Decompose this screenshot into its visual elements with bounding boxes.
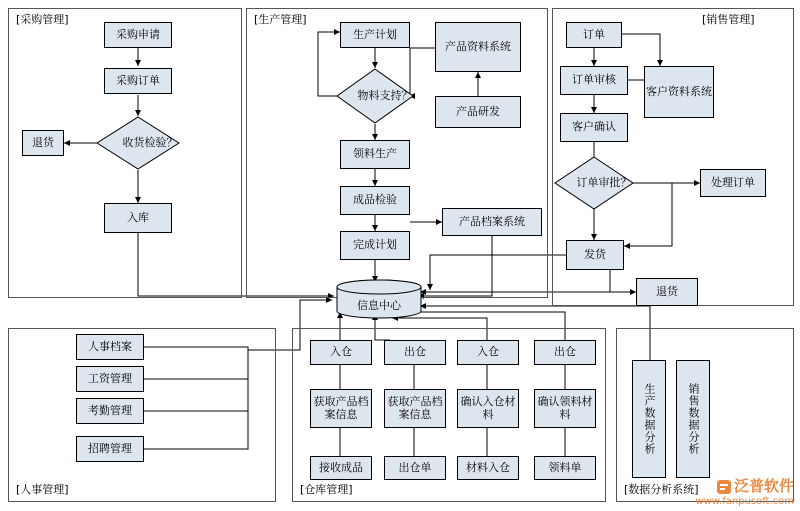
watermark-url: www.fanpusoft.com: [695, 495, 794, 507]
node-customer-info-system[interactable]: 客户资料系统: [644, 66, 714, 118]
node-purchase-instock[interactable]: 入库: [104, 203, 172, 233]
hr-item-0[interactable]: 人事档案: [76, 334, 144, 360]
node-customer-confirm[interactable]: 客户确认: [560, 113, 628, 142]
warehouse-head-0[interactable]: 入仓: [310, 340, 372, 365]
node-order-approve[interactable]: [554, 156, 634, 210]
warehouse-foot-0[interactable]: 接收成品: [310, 456, 372, 480]
watermark-brand: 泛普软件: [733, 477, 794, 496]
panel-label-purchase: [采购管理]: [16, 13, 69, 26]
panel-label-sales: [销售管理]: [702, 13, 755, 26]
watermark: [695, 478, 794, 507]
hr-item-2[interactable]: 考勤管理: [76, 398, 144, 424]
hr-item-1[interactable]: 工资管理: [76, 366, 144, 392]
node-handle-order[interactable]: 处理订单: [700, 169, 766, 197]
node-final-check[interactable]: 成品检验: [340, 186, 410, 215]
node-order-review[interactable]: 订单审核: [560, 66, 628, 95]
hr-item-3[interactable]: 招聘管理: [76, 436, 144, 462]
warehouse-mid-2[interactable]: 确认入仓材料: [457, 389, 519, 428]
brand-logo-icon: [717, 480, 731, 494]
panel-label-hr: [人事管理]: [16, 483, 69, 496]
node-material-support-label: 物料支持？: [357, 88, 413, 102]
panel-label-analysis: [数据分析系统]: [624, 483, 699, 496]
node-product-info-system[interactable]: 产品资料系统: [435, 22, 521, 72]
node-order-approve-label: 订单审批？: [576, 175, 632, 189]
node-purchase-inspect-label: 收货检验？: [122, 135, 178, 149]
node-purchase-order[interactable]: 采购订单: [104, 68, 172, 94]
warehouse-head-1[interactable]: 出仓: [384, 340, 446, 365]
warehouse-mid-3[interactable]: 确认领料材料: [534, 389, 596, 428]
panel-label-warehouse: [仓库管理]: [300, 483, 353, 496]
warehouse-mid-0[interactable]: 获取产品档案信息: [310, 389, 372, 428]
node-product-rd[interactable]: 产品研发: [435, 96, 521, 128]
node-purchase-inspect[interactable]: [96, 116, 180, 170]
panel-label-production: [生产管理]: [254, 13, 307, 26]
warehouse-head-3[interactable]: 出仓: [534, 340, 596, 365]
node-information-center-label: 信息中心: [357, 299, 401, 312]
node-pick-production[interactable]: 领料生产: [340, 140, 410, 169]
warehouse-foot-1[interactable]: 出仓单: [384, 456, 446, 480]
node-production-plan[interactable]: 生产计划: [340, 22, 410, 48]
analysis-item-1-label: 销售数据分析: [687, 383, 701, 455]
node-product-archive-system[interactable]: 产品档案系统: [442, 208, 542, 236]
analysis-item-0-label: 生产数据分析: [643, 383, 657, 455]
node-sales-return[interactable]: 退货: [636, 278, 698, 306]
node-purchase-return[interactable]: 退货: [22, 130, 64, 156]
warehouse-head-2[interactable]: 入仓: [457, 340, 519, 365]
warehouse-foot-2[interactable]: 材料入仓: [457, 456, 519, 480]
node-information-center[interactable]: [336, 279, 422, 319]
warehouse-mid-1[interactable]: 获取产品档案信息: [384, 389, 446, 428]
node-finish-plan[interactable]: 完成计划: [340, 231, 410, 260]
node-material-support[interactable]: [336, 68, 414, 124]
node-sales-order[interactable]: 订单: [566, 22, 622, 48]
warehouse-foot-3[interactable]: 领料单: [534, 456, 596, 480]
analysis-item-0[interactable]: [632, 360, 666, 478]
analysis-item-1[interactable]: [676, 360, 710, 478]
node-ship[interactable]: 发货: [566, 240, 624, 270]
node-purchase-request[interactable]: 采购申请: [104, 22, 172, 48]
